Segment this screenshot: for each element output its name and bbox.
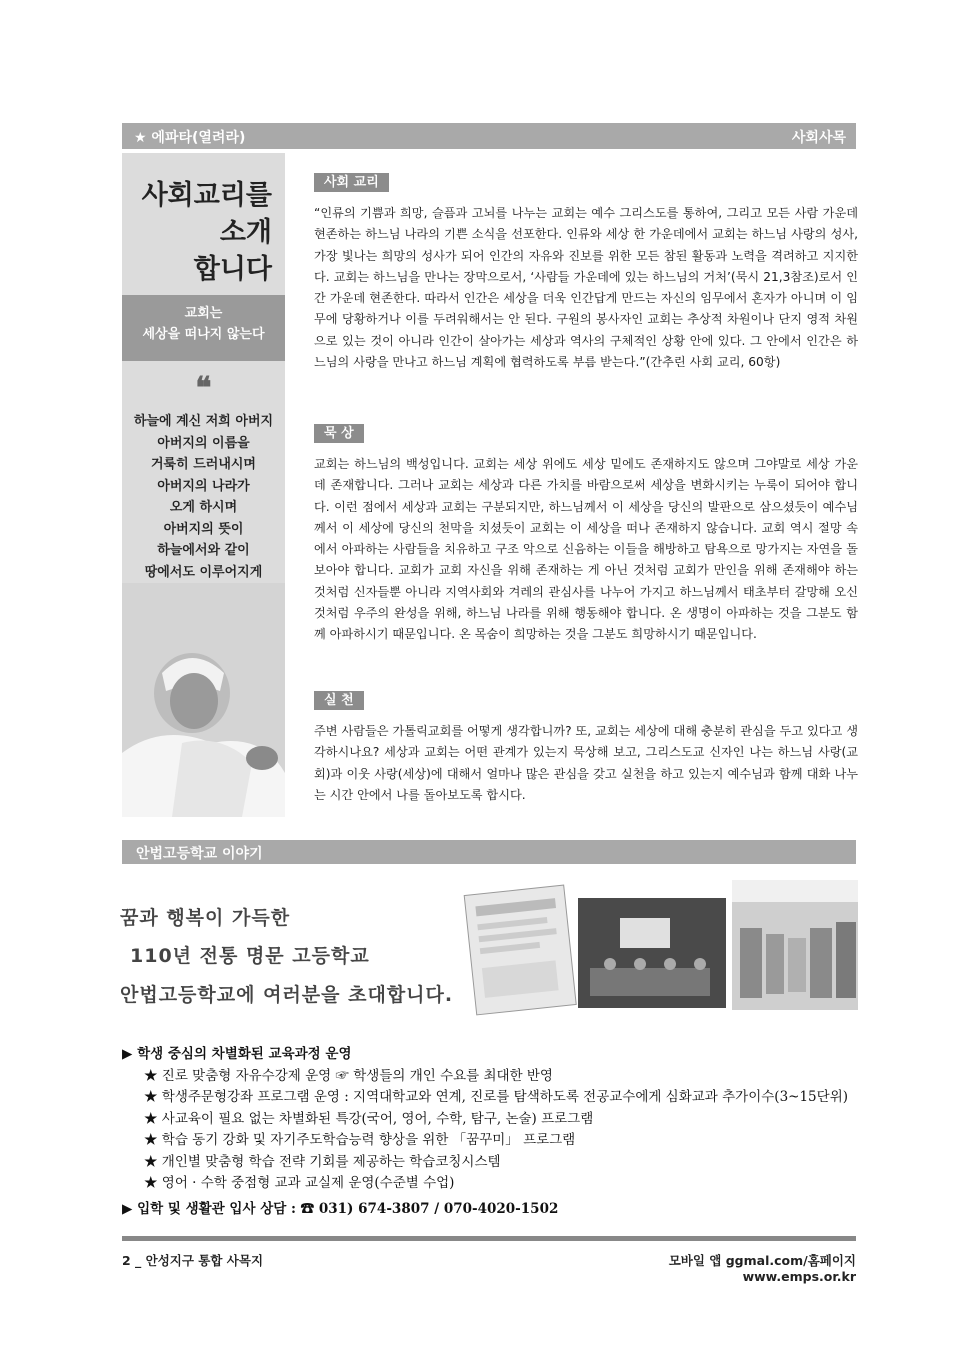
curriculum-item: ★ 학생주문형강좌 프로그램 운영 : 지역대학교와 연계, 진로를 탐색하도록 전공교수에게 심화교과 추가이수(3~15단위) xyxy=(144,1089,848,1105)
photo-notes xyxy=(464,885,576,1015)
footer-page-label: 2 _ 안성지구 통합 사목지 xyxy=(122,1253,264,1268)
footer-links: 모바일 앱 ggmal.com/홈페이지 www.emps.or.kr xyxy=(668,1253,856,1284)
left-column xyxy=(122,153,285,817)
title-line: 사회교리를 xyxy=(141,180,272,211)
prayer-line: 땅에서도 이루어지게 xyxy=(144,564,263,580)
practice-text: 주변 사람들은 가톨릭교회를 어떻게 생각합니까? 또, 교회는 세상에 대해 충분히 관심을 두고 있다고 생각하시나요? 세상과 교회는 어떤 관계가 있는지 묵상해 보고, 그리스도교 신자인 나는 하느님 사랑(교회)과 이웃 사랑(세상)에 대해서 얼마나 많은 관심을 갖고 실천을 하고 있는지 예수님과 함께 대화 나누는 시간 안에서 나를 돌아보도록 합시다. xyxy=(314,724,858,802)
prayer-line: 아버지의 이름을 xyxy=(157,435,250,451)
header-bar xyxy=(122,123,856,149)
school-photos xyxy=(450,878,860,1018)
title-line: 합니다 xyxy=(193,254,272,285)
school-section-bar xyxy=(122,840,856,864)
subtitle-line: 교회는 xyxy=(184,306,223,321)
photo-classroom xyxy=(578,898,726,1008)
slogan-line: 안법고등학교에 여러분을 초대합니다. xyxy=(120,984,454,1006)
curriculum-item: ★ 개인별 맞춤형 학습 전략 기회를 제공하는 학습코칭시스템 xyxy=(144,1153,501,1170)
contact-line: ▶ 입학 및 생활관 입사 상담 : ☎ 031) 674-3807 / 070-4020-1502 xyxy=(122,1200,559,1217)
header-section-label: ★ 에파타(열려라) xyxy=(134,130,246,146)
prayer-line: 하늘에 계신 저희 아버지 xyxy=(133,414,274,429)
section-tag-practice: 실 천 xyxy=(314,689,364,711)
doctrine-text: “인류의 기쁨과 희망, 슬픔과 고뇌를 나누는 교회는 예수 그리스도를 통하여, 그리고 모든 사람 가운데 현존하는 하느님 나라의 기쁜 소식을 선포한다. 인류와 세상 한 가운데에서 교회는 하느님 사랑의 성사, 가장 빛나는 희망의 성사가 되어 인간의 자유와 진보를 위한 모든 참된 활동과 노력을 격려하고 지지한다. 교회는 하느님을 만나는 장막으로서, ‘사람들 가운데에 있는 하느님의 거처’(묵시 21,3참조)로서 인간 가운데 현존한다. 따라서 인간은 세상을 더욱 인간답게 만드는 자신의 임무에서 혼자가 아니며 이 임무에 당황하거나 이를 두려워해서는 안 된다. 구원의 봉사자인 교회는 추상적 차원이나 단지 영적 차원으로 있는 것이 아니라 인간이 살아가는 세상과 역사의 구체적인 상황 안에 있다. 그 안에서 인간은 하느님의 사랑을 만나고 하느님 계획에 협력하도록 부름 받는다.”(간추린 사회 교리, 60항) xyxy=(314,206,858,370)
slogan-line: 110년 전통 명문 고등학교 xyxy=(130,945,370,967)
school-section-title: 안법고등학교 이야기 xyxy=(136,846,263,862)
prayer-line: 하늘에서와 같이 xyxy=(157,543,250,558)
footer-divider xyxy=(122,1236,856,1241)
prayer-line: 아버지의 뜻이 xyxy=(163,521,244,537)
header-category: 사회사목 xyxy=(791,130,846,146)
prayer-line: 오게 하시며 xyxy=(169,500,238,515)
subtitle-box xyxy=(122,295,285,361)
prayer-line: 거룩히 드러내시며 xyxy=(151,457,256,472)
curriculum-list xyxy=(122,1044,862,1220)
open-quote-icon: ❝ xyxy=(195,371,212,406)
prayer-text xyxy=(122,411,285,606)
pope-photo xyxy=(122,583,285,817)
curriculum-item: ★ 영어 · 수학 중점형 교과 교실제 운영(수준별 수업) xyxy=(144,1175,455,1191)
section-tag-meditation: 묵 상 xyxy=(314,422,364,444)
feature-title xyxy=(122,177,272,288)
title-line: 소개 xyxy=(219,217,272,248)
curriculum-item: ★ 학습 동기 강화 및 자기주도학습능력 향상을 위한 「꿈꾸미」 프로그램 xyxy=(144,1132,576,1148)
section-tag-doctrine: 사회 교리 xyxy=(314,171,389,193)
curriculum-item: ★ 사교육이 필요 없는 차별화된 특강(국어, 영어, 수학, 탐구, 논술) 프로그램 xyxy=(144,1110,594,1127)
slogan-line: 꿈과 행복이 가득한 xyxy=(120,907,291,929)
curriculum-item: ★ 진로 맞춤형 자유수강제 운영 ☞ 학생들의 개인 수요를 최대한 반영 xyxy=(144,1067,553,1084)
curriculum-heading: ▶ 학생 중심의 차별화된 교육과정 운영 xyxy=(122,1046,352,1062)
subtitle-line: 세상을 떠나지 않는다 xyxy=(142,327,265,342)
photo-study-room xyxy=(732,880,858,1010)
meditation-text: 교회는 하느님의 백성입니다. 교회는 세상 위에도 세상 밑에도 존재하지도 않으며 그야말로 세상 가운데 존재합니다. 그러나 교회는 세상과 다른 가치를 바람으로써 세상을 변화시키는 누룩이 되어야 합니다. 이런 점에서 세상과 교회는 구분되지만, 하느님께서 이 세상을 당신의 발판으로 삼으셨듯이 예수님께서 이 세상에 당신의 천막을 치셨듯이 교회는 이 세상을 떠나 존재하지 않습니다. 교회 역시 절망 속에서 아파하는 사람들을 치유하고 구조 악으로 신음하는 이들을 해방하고 탐욕으로 망가지는 자연을 돌보아야 합니다. 교회가 교회 자신을 위해 존재하는 게 아닌 것처럼 교회가 만인을 위해 존재해야 하는 것처럼 신자들뿐 아니라 지역사회와 겨레의 관심사를 나누어 가지고 하느님께서 태초부터 갈망해 오신 것처럼 우주의 완성을 위해, 하느님 나라를 위해 행동해야 합니다. 온 생명이 아파하는 것을 그분도 함께 아파하시기 때문입니다. 온 목숨이 희망하는 것을 그분도 희망하시기 때문입니다. xyxy=(314,457,858,642)
prayer-line: 아버지의 나라가 xyxy=(157,478,250,494)
